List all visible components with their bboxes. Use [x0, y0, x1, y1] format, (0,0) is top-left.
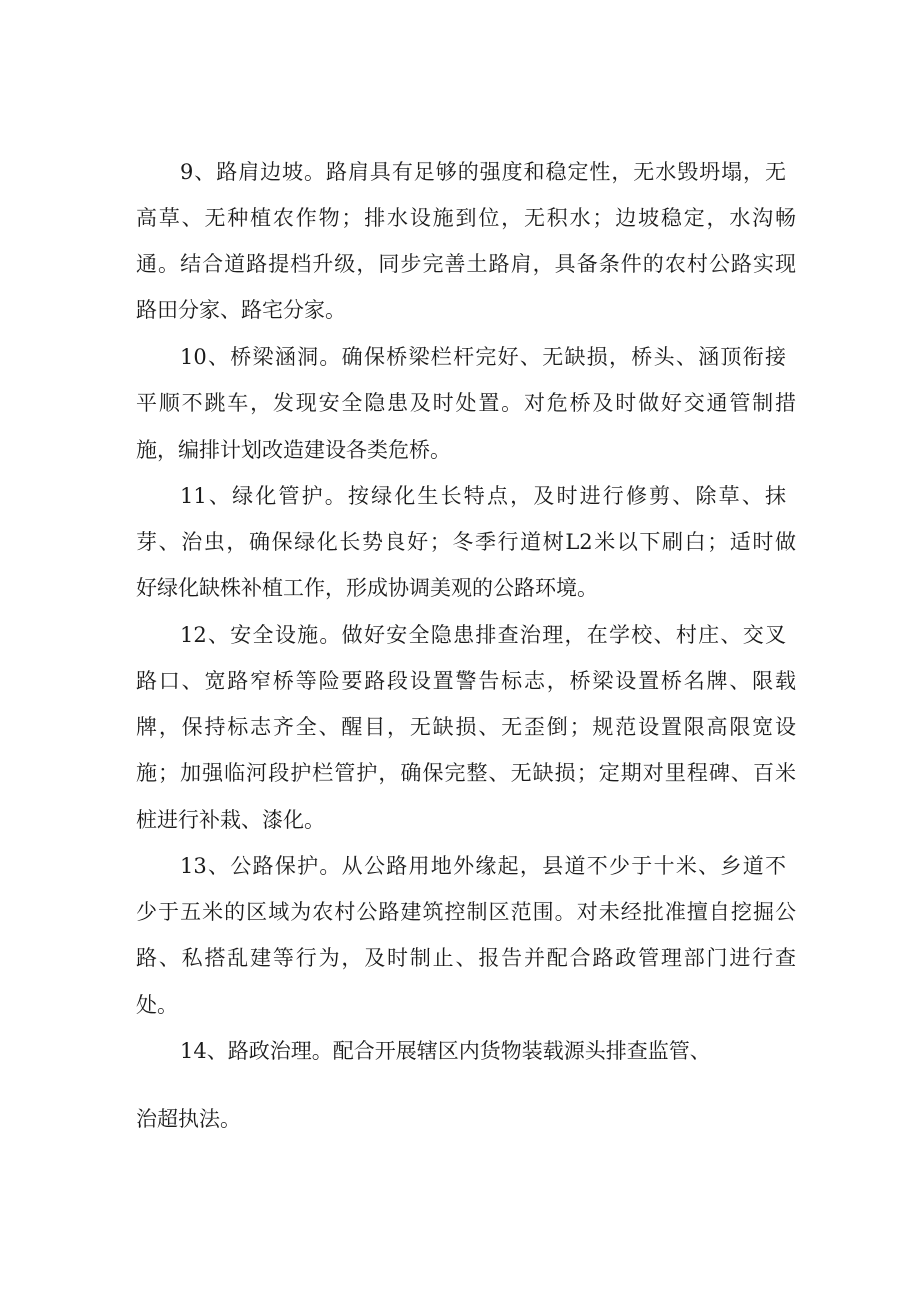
text-line: 桩进行补栽、漆化。 [136, 808, 325, 832]
text-line: 10、桥梁涵洞。确保桥梁栏杆完好、无缺损，桥头、涵顶衔接 [180, 345, 786, 369]
text-line: 施，编排计划改造建设各类危桥。 [136, 438, 451, 462]
text-line: 路口、宽路窄桥等险要路段设置警告标志，桥梁设置桥名牌、限载 [136, 669, 796, 693]
text-line: 14、路政治理。配合开展辖区内货物装载源头排查监管、 [180, 1039, 711, 1063]
text-line: 11、绿化管护。按绿化生长特点，及时进行修剪、除草、抹 [180, 484, 786, 508]
text-line: 芽、治虫，确保绿化长势良好；冬季行道树L2米以下刷白；适时做 [136, 530, 796, 554]
text-line: 9、路肩边坡。路肩具有足够的强度和稳定性，无水毁坍塌，无 [180, 160, 786, 184]
text-line: 好绿化缺株补植工作，形成协调美观的公路环境。 [136, 576, 598, 600]
text-line: 平顺不跳车，发现安全隐患及时处置。对危桥及时做好交通管制措 [136, 391, 796, 415]
text-line: 处。 [136, 993, 178, 1017]
text-line: 治超执法。 [136, 1107, 241, 1131]
text-line: 13、公路保护。从公路用地外缘起，县道不少于十米、乡道不 [180, 854, 786, 878]
text-line: 路、私搭乱建等行为，及时制止、报告并配合路政管理部门进行查 [136, 946, 796, 970]
text-line: 施；加强临河段护栏管护，确保完整、无缺损；定期对里程碑、百米 [136, 761, 796, 785]
text-line: 12、安全设施。做好安全隐患排查治理，在学校、村庄、交叉 [180, 623, 786, 647]
text-line: 少于五米的区域为农村公路建筑控制区范围。对未经批准擅自挖掘公 [136, 900, 796, 924]
text-line: 牌，保持标志齐全、醒目，无缺损、无歪倒；规范设置限高限宽设 [136, 715, 796, 739]
text-line: 高草、无种植农作物；排水设施到位，无积水；边坡稳定，水沟畅 [136, 206, 796, 230]
text-line: 通。结合道路提档升级，同步完善土路肩，具备条件的农村公路实现 [136, 252, 796, 276]
text-line: 路田分家、路宅分家。 [136, 298, 346, 322]
